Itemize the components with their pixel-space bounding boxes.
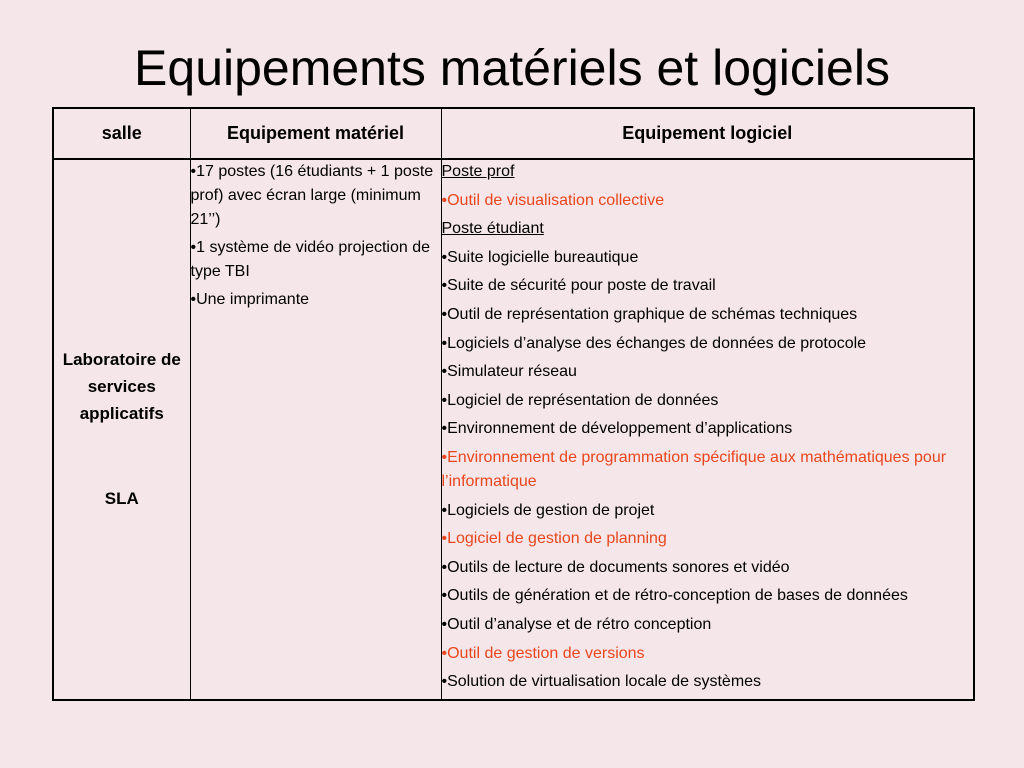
logiciel-heading-poste-etudiant: Poste étudiant xyxy=(441,220,544,238)
logiciel-cell xyxy=(441,159,974,700)
equipment-table xyxy=(52,107,975,701)
logiciel-item: •Suite de sécurité pour poste de travail xyxy=(441,277,716,295)
salle-name: Laboratoire de services applicatifs xyxy=(62,350,181,424)
materiel-item: •Une imprimante xyxy=(190,291,310,308)
logiciel-item: •Outil de visualisation collective xyxy=(441,191,665,209)
logiciel-item: •Simulateur réseau xyxy=(441,363,577,381)
logiciel-heading-poste-prof: Poste prof xyxy=(441,163,515,180)
logiciel-item: •Outil d’analyse et de rétro conception xyxy=(441,615,712,633)
header-equipement-materiel: Equipement matériel xyxy=(190,108,441,159)
logiciel-item: •Logiciel de représentation de données xyxy=(441,391,719,409)
slide-title: Equipements matériels et logiciels xyxy=(134,40,890,96)
logiciel-item: •Outils de génération et de rétro-conception de bases de données xyxy=(441,587,908,605)
salle-code: SLA xyxy=(104,489,139,509)
logiciel-item: •Outils de lecture de documents sonores et vidéo xyxy=(441,558,790,576)
table-row xyxy=(53,159,974,700)
logiciel-item: •Solution de virtualisation locale de systèmes xyxy=(441,673,762,691)
logiciel-item: •Environnement de programmation spécifique aux mathématiques pour l’informatique xyxy=(441,448,947,490)
header-salle: salle xyxy=(53,108,190,159)
materiel-item: •1 système de vidéo projection de type TBI xyxy=(190,239,431,280)
logiciel-item: •Logiciels d’analyse des échanges de données de protocole xyxy=(441,334,867,352)
logiciel-item: •Outil de gestion de versions xyxy=(441,644,645,662)
salle-cell xyxy=(53,159,190,700)
logiciel-item: •Logiciels de gestion de projet xyxy=(441,501,655,519)
logiciel-item: •Suite logicielle bureautique xyxy=(441,248,639,266)
logiciel-item: •Environnement de développement d’applications xyxy=(441,420,793,438)
materiel-item: •17 postes (16 étudiants + 1 poste prof) avec écran large (minimum 21’’) xyxy=(190,163,434,228)
materiel-cell xyxy=(190,159,441,700)
header-equipement-logiciel: Equipement logiciel xyxy=(441,108,974,159)
logiciel-item: •Logiciel de gestion de planning xyxy=(441,530,667,548)
table-header-row xyxy=(53,108,974,159)
logiciel-item: •Outil de représentation graphique de schémas techniques xyxy=(441,305,858,323)
